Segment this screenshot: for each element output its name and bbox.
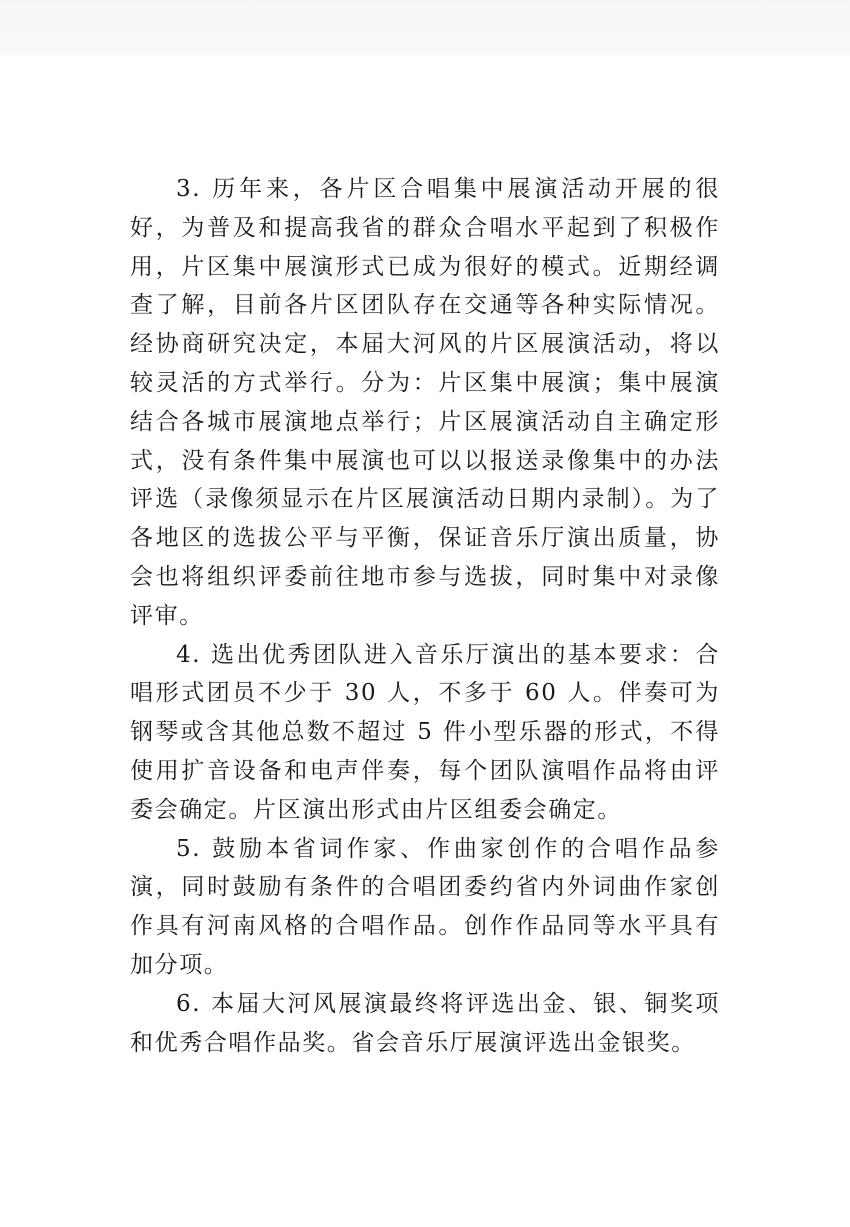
paragraph-3: 3. 历年来，各片区合唱集中展演活动开展的很好，为普及和提高我省的群众合唱水平起到了积极作用，片区集中展演形式已成为很好的模式。近期经调查了解，目前各片区团队存在交通等各种实际情况。经协商研究决定，本届大河风的片区展演活动，将以较灵活的方式举行。分为：片区集中展演；集中展演结合各城市展演地点举行；片区展演活动自主确定形式，没有条件集中展演也可以以报送录像集中的办法评选（录像须显示在片区展演活动日期内录制）。为了各地区的选拔公平与平衡，保证音乐厅演出质量，协会也将组织评委前往地市参与选拔，同时集中对录像评审。	[130, 176, 720, 629]
top-scan-strip	[0, 0, 850, 56]
paragraph-6: 6. 本届大河风展演最终将评选出金、银、铜奖项和优秀合唱作品奖。省会音乐厅展演评选出金银奖。	[130, 990, 720, 1056]
paragraph-5: 5. 鼓励本省词作家、作曲家创作的合唱作品参演，同时鼓励有条件的合唱团委约省内外词曲作家创作具有河南风格的合唱作品。创作作品同等水平具有加分项。	[130, 835, 720, 978]
paragraph-4: 4. 选出优秀团队进入音乐厅演出的基本要求：合唱形式团员不少于 30 人，不多于 60 人。伴奏可为钢琴或含其他总数不超过 5 件小型乐器的形式，不得使用扩音设备和电声伴奏，每个团队演唱作品将由评委会确定。片区演出形式由片区组委会确定。	[130, 641, 720, 823]
document-body	[130, 170, 720, 1062]
